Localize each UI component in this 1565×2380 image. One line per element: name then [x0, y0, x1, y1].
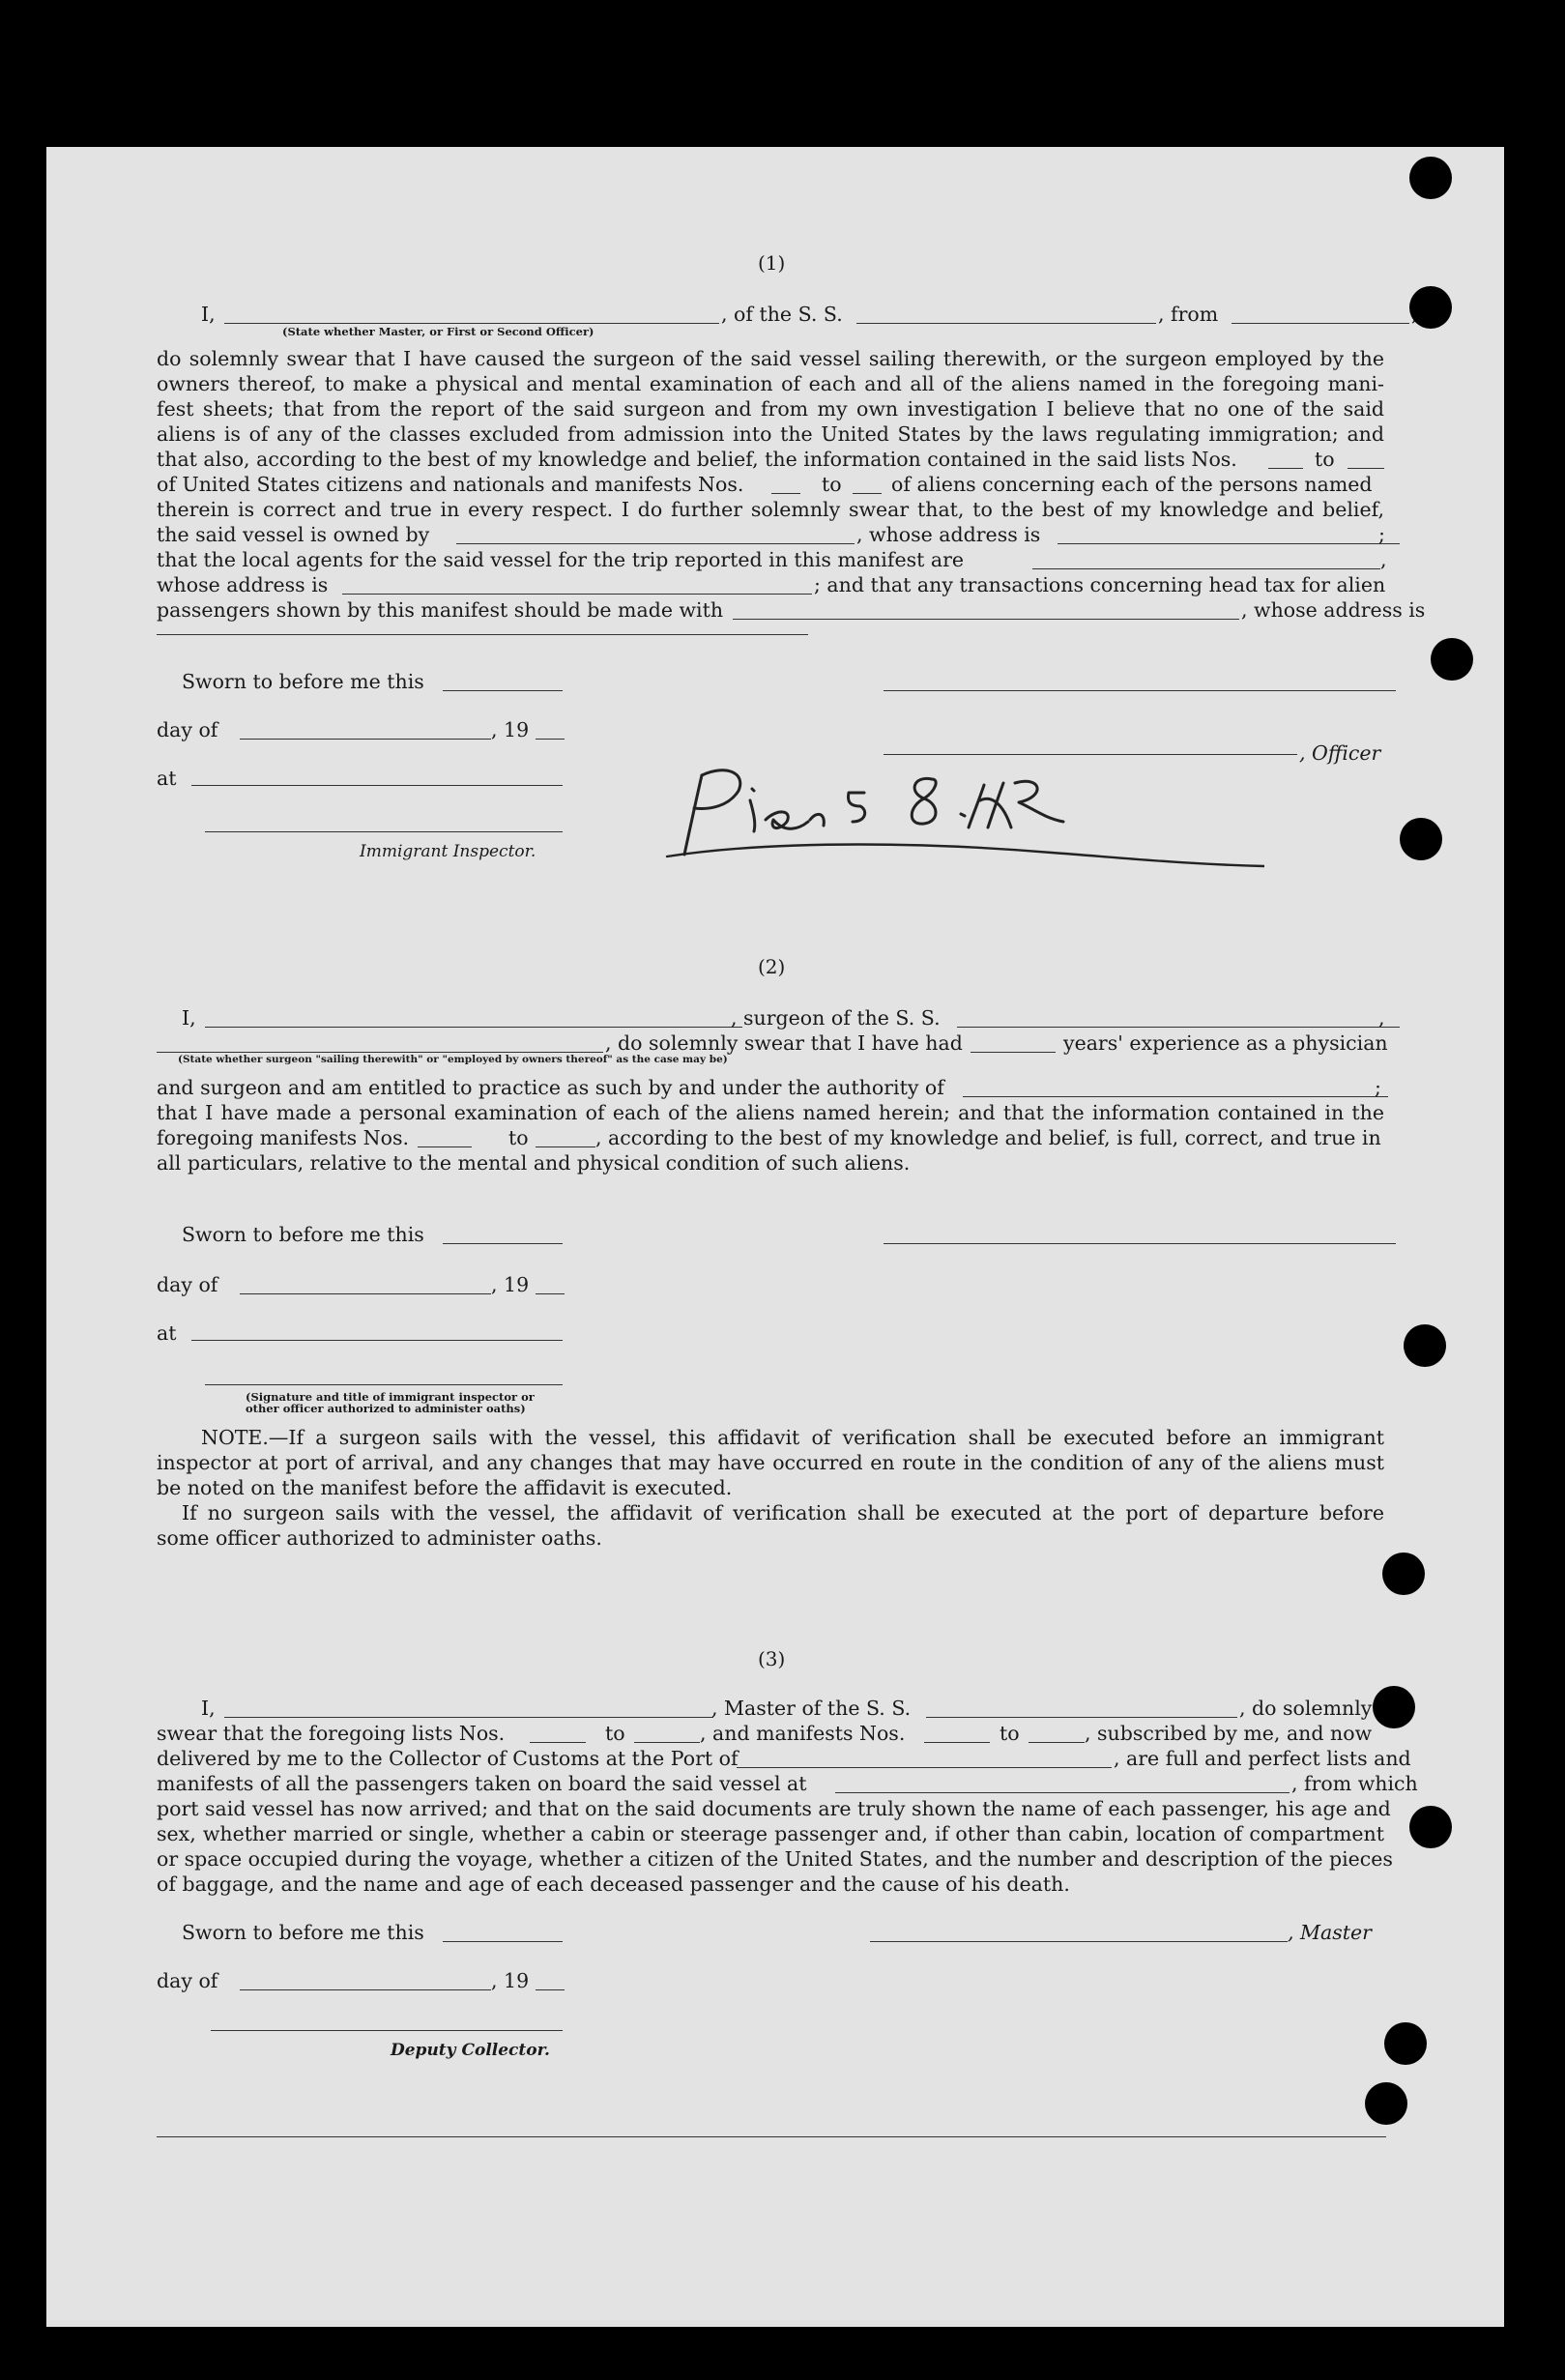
s1-head-tax-agent-blank: [733, 619, 1239, 620]
s2-note-line-1: [157, 1425, 1384, 1450]
s1-officer-note: (State whether Master, or First or Second Officer): [282, 325, 594, 338]
s1-officer-name-blank: [224, 323, 719, 324]
punch-hole: [1400, 818, 1442, 860]
s3-manifests-from-blank: [924, 1742, 990, 1743]
s1-agents-blank: [1032, 568, 1380, 569]
s2-year-blank: [536, 1293, 565, 1294]
s2-note-last-line: be noted on the manifest before the affidavit is executed.: [157, 1476, 733, 1499]
s2-note-line-2: inspector at port of arrival, and any changes that may have occurred en route in the condition of any of the aliens must: [157, 1451, 1384, 1474]
s1-owned-semicolon: ;: [1378, 523, 1385, 546]
s3-manifests-label: , and manifests Nos.: [700, 1722, 906, 1745]
s2-manifests-to-blank: [536, 1146, 595, 1147]
s1-at-blank: [191, 785, 563, 786]
s2-note2-last: some officer authorized to administer oaths.: [157, 1526, 602, 1550]
section-1-number: (1): [758, 251, 786, 275]
s1-of-ss-label: , of the S. S.: [721, 303, 843, 326]
s3-lists-to-blank: [634, 1742, 700, 1743]
s1-para-line: owners thereof, to make a physical and mental examination of each and all of the aliens named in the foregoing mani-: [157, 372, 1384, 395]
s3-port-departure-blank: [835, 1792, 1290, 1793]
section-3-number: (3): [758, 1647, 786, 1670]
s2-manifests-to-label: to: [508, 1126, 529, 1149]
s2-i-label: I,: [182, 1006, 196, 1030]
s2-signature-note-1: (Signature and title of immigrant inspector or: [246, 1390, 535, 1404]
s1-correct-line: [157, 497, 1384, 522]
s1-from-label: , from: [1158, 303, 1219, 326]
s1-manifests-from-blank: [771, 493, 800, 494]
s2-swear-text: , do solemnly swear that I have had: [605, 1031, 963, 1055]
s2-note2-paragraph: [157, 1500, 1384, 1525]
s1-head-tax-text: ; and that any transactions concerning head tax for alien: [814, 573, 1386, 596]
s1-lists-nos-text: that also, according to the best of my knowledge and belief, the information contained in the said lists Nos.: [157, 448, 1237, 471]
s2-line1-comma: ,: [1378, 1006, 1385, 1030]
s1-lists-from-blank: [1268, 468, 1303, 469]
s1-inspector-label: Immigrant Inspector.: [360, 842, 536, 861]
s1-day-of-label: day of: [157, 718, 218, 741]
s1-owner-blank: [456, 543, 855, 544]
s1-aliens-text: of aliens concerning each of the persons named: [891, 473, 1373, 496]
s1-manifests-to-blank: [853, 493, 882, 494]
s3-para-line: port said vessel has now arrived; and that on the said documents are truly shown the name of each passenger, his age and: [157, 1797, 1391, 1820]
s2-authority-blank: [963, 1096, 1388, 1097]
s2-sworn-blank: [443, 1243, 563, 1244]
s3-master-signature-line: [870, 1941, 1288, 1942]
s1-i-label: I,: [201, 303, 216, 326]
s1-year-blank: [536, 739, 565, 740]
s3-manifests-to-label: to: [1000, 1722, 1020, 1745]
s2-exam-line: [157, 1100, 1384, 1125]
s1-agents-text: that the local agents for the said vessel for the trip reported in this manifest are: [157, 548, 965, 571]
s1-paragraph: [157, 346, 1384, 447]
s2-surgeon-name-blank: [205, 1027, 742, 1028]
s1-whose-address-label: whose address is: [157, 573, 329, 596]
s3-para-line: or space occupied during the voyage, whether a citizen of the United States, and the number and description of the pieces: [157, 1847, 1393, 1871]
punch-hole: [1365, 2082, 1407, 2125]
s2-year-label: , 19: [491, 1273, 530, 1296]
s1-owner-address-label: , whose address is: [856, 523, 1041, 546]
s2-at-label: at: [157, 1321, 177, 1345]
s2-surgeon-signature-line: [884, 1243, 1396, 1244]
punch-hole: [1404, 1324, 1446, 1367]
punch-hole: [1409, 286, 1452, 329]
s3-sworn-text: Sworn to before me this: [182, 1921, 424, 1944]
manifest-affidavit-sheet: [46, 147, 1504, 2327]
punch-hole: [1384, 2022, 1427, 2065]
s1-head-tax-address-blank: [157, 634, 808, 635]
section-2-number: (2): [758, 955, 786, 978]
s3-para-last: of baggage, and the name and age of each deceased passenger and the cause of his death.: [157, 1872, 1070, 1896]
s1-lists-to-label: to: [1315, 448, 1335, 471]
note-label: NOTE.: [201, 1426, 269, 1449]
s3-collector-label: Deputy Collector.: [391, 2041, 550, 2060]
s2-manifests-from-blank: [418, 1146, 472, 1147]
s2-knowledge-text: , according to the best of my knowledge and belief, is full, correct, and true in: [595, 1126, 1381, 1149]
s2-day-blank: [240, 1293, 491, 1294]
s1-day-blank: [240, 739, 491, 740]
s3-lists-from-blank: [530, 1742, 586, 1743]
s1-passengers-text: passengers shown by this manifest should be made with: [157, 598, 724, 622]
s3-master-name-blank: [224, 1717, 713, 1718]
handwritten-pier-signature: [646, 758, 1264, 872]
s3-sworn-blank: [443, 1941, 563, 1942]
s1-lists-to-blank: [1348, 468, 1384, 469]
s2-vessel-blank: [957, 1027, 1400, 1028]
s2-surgeon-ss-label: , surgeon of the S. S.: [731, 1006, 941, 1030]
s1-year-label: , 19: [491, 718, 530, 741]
s1-citizens-text: of United States citizens and nationals and manifests Nos.: [157, 473, 744, 496]
s1-owned-text: the said vessel is owned by: [157, 523, 430, 546]
s2-years-blank: [971, 1052, 1056, 1053]
s3-para-line: sex, whether married or single, whether a cabin or steerage passenger and, if other than cabin, location of compartment: [157, 1822, 1384, 1845]
punch-hole: [1382, 1553, 1425, 1595]
s3-paragraph: [157, 1796, 1393, 1872]
s3-port-blank: [737, 1767, 1112, 1768]
punch-hole: [1409, 157, 1452, 199]
s3-subscribed-text: , subscribed by me, and now: [1085, 1722, 1373, 1745]
s2-sworn-text: Sworn to before me this: [182, 1223, 424, 1246]
s2-authority-semicolon: ;: [1375, 1076, 1381, 1099]
s1-agents-address-blank: [342, 594, 812, 595]
s1-manifests-to-label: to: [822, 473, 842, 496]
s1-owner-address-blank: [1058, 543, 1400, 544]
s3-i-label: I,: [201, 1697, 216, 1720]
s1-inspector-signature-line: [205, 831, 563, 832]
s2-at-blank: [191, 1340, 563, 1341]
s2-sailing-status-blank: [157, 1052, 603, 1053]
s1-at-label: at: [157, 767, 177, 790]
s1-para-line: aliens is of any of the classes excluded from admission into the United States by the laws regulating immigration; and: [157, 422, 1384, 446]
s3-master-label: , Master: [1288, 1921, 1372, 1944]
bottom-rule: [157, 2136, 1386, 2137]
s2-manifests-text: foregoing manifests Nos.: [157, 1126, 409, 1149]
s1-sworn-blank: [443, 690, 563, 691]
s3-day-blank: [240, 1989, 491, 1990]
s1-sworn-text: Sworn to before me this: [182, 670, 424, 693]
s3-manifests-to-blank: [1029, 1742, 1085, 1743]
s2-authority-text: and surgeon and am entitled to practice as such by and under the authority of: [157, 1076, 944, 1099]
s1-officer-name-line: [884, 690, 1396, 691]
s2-note2-line: If no surgeon sails with the vessel, the affidavit of verification shall be executed at the port of departure before: [182, 1501, 1384, 1524]
s1-para-line: do solemnly swear that I have caused the surgeon of the said vessel sailing therewith, or the surgeon employed by the: [157, 347, 1384, 370]
punch-hole: [1409, 1806, 1452, 1848]
s2-exam-text: that I have made a personal examination of each of the aliens named herein; and that the information contained in the: [157, 1101, 1384, 1124]
punch-hole: [1373, 1686, 1415, 1728]
s3-solemnly-text: , do solemnly: [1239, 1697, 1373, 1720]
s3-day-of-label: day of: [157, 1969, 218, 1992]
s2-particulars-text: all particulars, relative to the mental and physical condition of such aliens.: [157, 1151, 911, 1175]
s3-taken-on-text: manifests of all the passengers taken on board the said vessel at: [157, 1772, 807, 1795]
s1-correct-text: therein is correct and true in every respect. I do further solemnly swear that, to the best of my knowledge and belief,: [157, 498, 1384, 521]
s3-lists-text: swear that the foregoing lists Nos.: [157, 1722, 506, 1745]
s2-note-paragraph: [157, 1425, 1384, 1475]
note-text: —If a surgeon sails with the vessel, this affidavit of verification shall be executed before an immigrant: [268, 1426, 1384, 1449]
s1-head-tax-address-label: , whose address is: [1241, 598, 1426, 622]
s3-from-which-text: , from which: [1291, 1772, 1418, 1795]
s1-vessel-blank: [856, 323, 1156, 324]
s3-vessel-blank: [926, 1717, 1237, 1718]
s2-surgeon-note: (State whether surgeon "sailing therewith" or "employed by owners thereof" as the case may be): [178, 1054, 728, 1065]
s2-signature-note-2: other officer authorized to administer oaths): [246, 1402, 526, 1415]
s3-collector-text: delivered by me to the Collector of Customs at the Port of: [157, 1747, 739, 1770]
s3-year-label: , 19: [491, 1969, 530, 1992]
s1-officer-title-line: [884, 754, 1297, 755]
s3-collector-signature-line: [211, 2030, 563, 2031]
s3-year-blank: [536, 1989, 565, 1990]
s3-full-lists-text: , are full and perfect lists and: [1114, 1747, 1411, 1770]
s1-agents-comma: ,: [1380, 548, 1387, 571]
s1-para-line: fest sheets; that from the report of the said surgeon and from my own investigation I believe that no one of the said: [157, 397, 1384, 421]
s2-day-of-label: day of: [157, 1273, 218, 1296]
s2-years-text: years' experience as a physician: [1063, 1031, 1388, 1055]
s3-master-ss-label: , Master of the S. S.: [711, 1697, 912, 1720]
s3-lists-to-label: to: [605, 1722, 625, 1745]
s1-from-blank: [1232, 323, 1409, 324]
s2-inspector-signature-line: [205, 1384, 563, 1385]
s1-officer-label: , Officer: [1299, 741, 1381, 765]
punch-hole: [1431, 638, 1473, 681]
